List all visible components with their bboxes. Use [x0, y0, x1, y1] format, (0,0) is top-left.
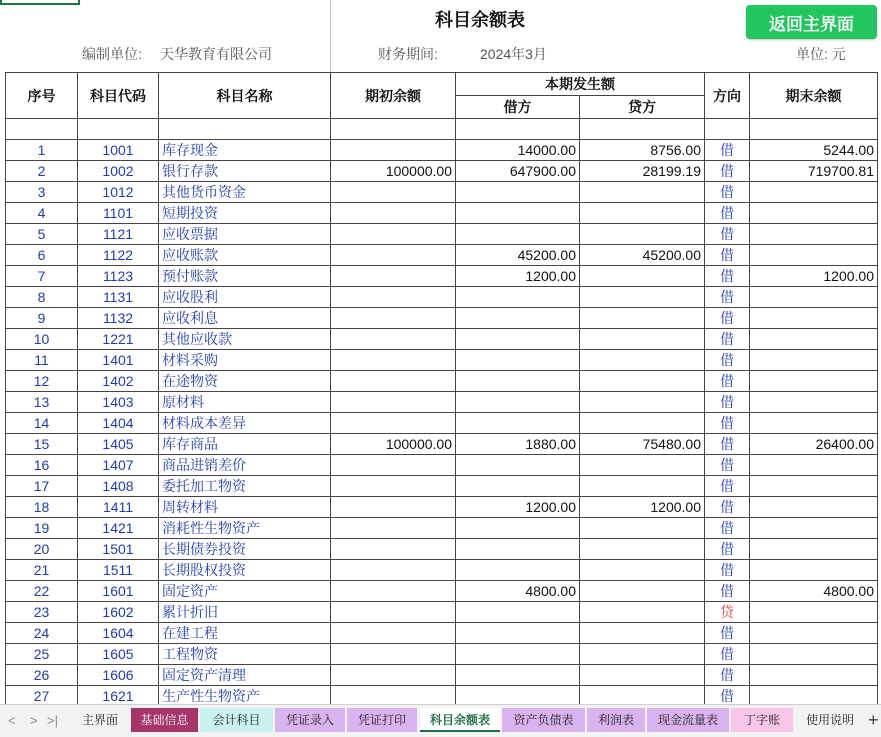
- row-opening-cell[interactable]: [331, 224, 456, 245]
- row-direction-cell[interactable]: 借: [705, 413, 750, 434]
- row-debit-cell[interactable]: [456, 455, 580, 476]
- row-credit-cell[interactable]: [580, 518, 705, 539]
- sheet-tab[interactable]: 利润表: [587, 708, 645, 732]
- header-credit: 贷方: [580, 96, 705, 119]
- row-closing-cell[interactable]: 719700.81: [750, 161, 878, 182]
- row-credit-cell[interactable]: [580, 287, 705, 308]
- row-no-cell[interactable]: 23: [6, 602, 78, 623]
- table-row: [6, 581, 878, 602]
- row-direction-cell[interactable]: 借: [705, 329, 750, 350]
- table-row: [6, 623, 878, 644]
- table-row: [6, 560, 878, 581]
- row-credit-cell[interactable]: [580, 392, 705, 413]
- row-credit-cell[interactable]: [580, 644, 705, 665]
- row-name-cell[interactable]: 银行存款: [159, 161, 331, 182]
- row-debit-cell[interactable]: [456, 665, 580, 686]
- sheet-tab[interactable]: 凭证录入: [275, 708, 345, 732]
- row-credit-cell[interactable]: [580, 665, 705, 686]
- row-code-cell[interactable]: 1604: [78, 623, 159, 644]
- row-code-cell[interactable]: 1401: [78, 350, 159, 371]
- row-code-cell[interactable]: 1123: [78, 266, 159, 287]
- row-code-cell[interactable]: 1421: [78, 518, 159, 539]
- row-credit-cell[interactable]: 45200.00: [580, 245, 705, 266]
- header-debit: 借方: [456, 96, 580, 119]
- table-row: [6, 644, 878, 665]
- row-opening-cell[interactable]: [331, 371, 456, 392]
- table-row: [6, 203, 878, 224]
- sheet-tab-bar: [0, 704, 881, 737]
- row-debit-cell[interactable]: [456, 413, 580, 434]
- row-name-cell[interactable]: 固定资产清理: [159, 665, 331, 686]
- row-credit-cell[interactable]: [580, 329, 705, 350]
- row-code-cell[interactable]: 1001: [78, 140, 159, 161]
- table-row: [6, 455, 878, 476]
- row-direction-cell[interactable]: 借: [705, 518, 750, 539]
- row-code-cell[interactable]: 1122: [78, 245, 159, 266]
- row-direction-cell[interactable]: 借: [705, 623, 750, 644]
- row-direction-cell[interactable]: 借: [705, 203, 750, 224]
- row-no-cell[interactable]: 11: [6, 350, 78, 371]
- table-row: [6, 539, 878, 560]
- row-credit-cell[interactable]: 1200.00: [580, 497, 705, 518]
- row-closing-cell[interactable]: 1200.00: [750, 266, 878, 287]
- row-name-cell[interactable]: 应收股利: [159, 287, 331, 308]
- row-opening-cell[interactable]: [331, 686, 456, 705]
- row-name-cell[interactable]: 应收票据: [159, 224, 331, 245]
- table-row: [6, 182, 878, 203]
- tab-next-icon[interactable]: >: [30, 713, 38, 728]
- row-debit-cell[interactable]: [456, 644, 580, 665]
- row-credit-cell[interactable]: [580, 266, 705, 287]
- row-opening-cell[interactable]: [331, 665, 456, 686]
- row-name-cell[interactable]: 其他应收款: [159, 329, 331, 350]
- row-debit-cell[interactable]: 1880.00: [456, 434, 580, 455]
- row-closing-cell[interactable]: [750, 686, 878, 705]
- row-closing-cell[interactable]: [750, 287, 878, 308]
- row-credit-cell[interactable]: 28199.19: [580, 161, 705, 182]
- unit-value: 天华教育有限公司: [160, 46, 272, 62]
- row-debit-cell[interactable]: [456, 329, 580, 350]
- tab-prev-icon[interactable]: <: [8, 713, 16, 728]
- row-opening-cell[interactable]: [331, 266, 456, 287]
- header-code: 科目代码: [78, 73, 159, 119]
- row-closing-cell[interactable]: [750, 203, 878, 224]
- row-closing-cell[interactable]: 26400.00: [750, 434, 878, 455]
- sheet-tab[interactable]: 使用说明: [795, 708, 865, 732]
- row-no-cell[interactable]: 26: [6, 665, 78, 686]
- row-closing-cell[interactable]: [750, 602, 878, 623]
- row-name-cell[interactable]: 其他货币资金: [159, 182, 331, 203]
- row-direction-cell[interactable]: 借: [705, 476, 750, 497]
- row-opening-cell[interactable]: [331, 350, 456, 371]
- row-opening-cell[interactable]: [331, 539, 456, 560]
- row-code-cell[interactable]: 1012: [78, 182, 159, 203]
- row-closing-cell[interactable]: [750, 644, 878, 665]
- row-no-cell[interactable]: 8: [6, 287, 78, 308]
- row-direction-cell[interactable]: 借: [705, 560, 750, 581]
- row-debit-cell[interactable]: 647900.00: [456, 161, 580, 182]
- sheet-tab[interactable]: 科目余额表: [420, 708, 500, 732]
- row-debit-cell[interactable]: [456, 371, 580, 392]
- row-opening-cell[interactable]: [331, 329, 456, 350]
- row-closing-cell[interactable]: [750, 392, 878, 413]
- table-row: [6, 413, 878, 434]
- row-no-cell[interactable]: 21: [6, 560, 78, 581]
- sheet-tab[interactable]: 基础信息: [131, 708, 198, 732]
- row-name-cell[interactable]: 原材料: [159, 392, 331, 413]
- table-row: [6, 287, 878, 308]
- row-direction-cell[interactable]: 借: [705, 497, 750, 518]
- row-no-cell[interactable]: 10: [6, 329, 78, 350]
- row-opening-cell[interactable]: 100000.00: [331, 434, 456, 455]
- row-closing-cell[interactable]: [750, 455, 878, 476]
- table-row: [6, 686, 878, 705]
- row-no-cell[interactable]: 15: [6, 434, 78, 455]
- row-no-cell[interactable]: 4: [6, 203, 78, 224]
- row-credit-cell[interactable]: [580, 182, 705, 203]
- row-direction-cell[interactable]: 借: [705, 161, 750, 182]
- row-closing-cell[interactable]: [750, 518, 878, 539]
- return-main-button[interactable]: 返回主界面: [746, 5, 877, 39]
- row-code-cell[interactable]: 1404: [78, 413, 159, 434]
- currency-unit: 单位: 元: [796, 46, 846, 62]
- row-name-cell[interactable]: 周转材料: [159, 497, 331, 518]
- row-opening-cell[interactable]: [331, 392, 456, 413]
- row-opening-cell[interactable]: [331, 560, 456, 581]
- period-value: 2024年3月: [480, 46, 547, 62]
- row-closing-cell[interactable]: 4800.00: [750, 581, 878, 602]
- row-opening-cell[interactable]: [331, 476, 456, 497]
- row-opening-cell[interactable]: [331, 413, 456, 434]
- row-name-cell[interactable]: 长期债券投资: [159, 539, 331, 560]
- row-debit-cell[interactable]: [456, 392, 580, 413]
- row-credit-cell[interactable]: [580, 539, 705, 560]
- row-no-cell[interactable]: 9: [6, 308, 78, 329]
- row-credit-cell[interactable]: 8756.00: [580, 140, 705, 161]
- row-no-cell[interactable]: 6: [6, 245, 78, 266]
- row-opening-cell[interactable]: [331, 308, 456, 329]
- row-debit-cell[interactable]: 1200.00: [456, 497, 580, 518]
- row-direction-cell[interactable]: 借: [705, 266, 750, 287]
- row-direction-cell[interactable]: 借: [705, 224, 750, 245]
- row-code-cell[interactable]: 1132: [78, 308, 159, 329]
- row-opening-cell[interactable]: [331, 518, 456, 539]
- row-credit-cell[interactable]: [580, 602, 705, 623]
- row-code-cell[interactable]: 1408: [78, 476, 159, 497]
- tab-last-icon[interactable]: >|: [47, 713, 58, 728]
- row-closing-cell[interactable]: 5244.00: [750, 140, 878, 161]
- row-debit-cell[interactable]: [456, 308, 580, 329]
- table-row: [6, 371, 878, 392]
- row-closing-cell[interactable]: [750, 308, 878, 329]
- row-closing-cell[interactable]: [750, 413, 878, 434]
- row-name-cell[interactable]: 材料成本差异: [159, 413, 331, 434]
- row-no-cell[interactable]: 13: [6, 392, 78, 413]
- row-no-cell[interactable]: 27: [6, 686, 78, 705]
- unit-label: 编制单位:: [82, 46, 142, 62]
- header-name: 科目名称: [159, 73, 331, 119]
- row-closing-cell[interactable]: [750, 245, 878, 266]
- row-direction-cell[interactable]: 借: [705, 665, 750, 686]
- row-closing-cell[interactable]: [750, 560, 878, 581]
- row-name-cell[interactable]: 委托加工物资: [159, 476, 331, 497]
- row-closing-cell[interactable]: [750, 497, 878, 518]
- row-no-cell[interactable]: 18: [6, 497, 78, 518]
- row-debit-cell[interactable]: [456, 476, 580, 497]
- row-no-cell[interactable]: 3: [6, 182, 78, 203]
- row-name-cell[interactable]: 应收账款: [159, 245, 331, 266]
- row-code-cell[interactable]: 1605: [78, 644, 159, 665]
- row-closing-cell[interactable]: [750, 539, 878, 560]
- divider: [330, 0, 331, 72]
- row-direction-cell[interactable]: 借: [705, 455, 750, 476]
- row-closing-cell[interactable]: [750, 623, 878, 644]
- row-direction-cell[interactable]: 借: [705, 308, 750, 329]
- row-name-cell[interactable]: 长期股权投资: [159, 560, 331, 581]
- row-opening-cell[interactable]: [331, 140, 456, 161]
- row-closing-cell[interactable]: [750, 350, 878, 371]
- row-debit-cell[interactable]: [456, 686, 580, 705]
- table-row: [6, 434, 878, 455]
- row-closing-cell[interactable]: [750, 665, 878, 686]
- row-debit-cell[interactable]: 4800.00: [456, 581, 580, 602]
- row-opening-cell[interactable]: [331, 245, 456, 266]
- row-direction-cell[interactable]: 借: [705, 350, 750, 371]
- row-code-cell[interactable]: 1606: [78, 665, 159, 686]
- row-credit-cell[interactable]: [580, 350, 705, 371]
- table-row: [6, 665, 878, 686]
- row-name-cell[interactable]: 工程物资: [159, 644, 331, 665]
- period-label: 财务期间:: [378, 46, 438, 62]
- row-credit-cell[interactable]: [580, 560, 705, 581]
- row-no-cell[interactable]: 1: [6, 140, 78, 161]
- row-closing-cell[interactable]: [750, 476, 878, 497]
- table-row: [6, 329, 878, 350]
- row-no-cell[interactable]: 24: [6, 623, 78, 644]
- row-opening-cell[interactable]: [331, 203, 456, 224]
- table-row: [6, 350, 878, 371]
- row-code-cell[interactable]: 1002: [78, 161, 159, 182]
- row-code-cell[interactable]: 1602: [78, 602, 159, 623]
- row-direction-cell[interactable]: 借: [705, 686, 750, 705]
- row-no-cell[interactable]: 2: [6, 161, 78, 182]
- row-debit-cell[interactable]: [456, 539, 580, 560]
- row-direction-cell[interactable]: 借: [705, 539, 750, 560]
- row-no-cell[interactable]: 25: [6, 644, 78, 665]
- row-credit-cell[interactable]: [580, 203, 705, 224]
- table-row: [6, 161, 878, 182]
- header-separator: [6, 119, 878, 140]
- row-debit-cell[interactable]: [456, 623, 580, 644]
- row-code-cell[interactable]: 1101: [78, 203, 159, 224]
- sheet-tab[interactable]: 主界面: [72, 708, 128, 732]
- table-row: [6, 476, 878, 497]
- row-debit-cell[interactable]: [456, 203, 580, 224]
- row-direction-cell[interactable]: 借: [705, 434, 750, 455]
- table-row: [6, 140, 878, 161]
- sheet-tab[interactable]: 凭证打印: [347, 708, 417, 732]
- row-code-cell[interactable]: 1601: [78, 581, 159, 602]
- row-code-cell[interactable]: 1221: [78, 329, 159, 350]
- row-debit-cell[interactable]: [456, 287, 580, 308]
- row-name-cell[interactable]: 短期投资: [159, 203, 331, 224]
- row-opening-cell[interactable]: [331, 182, 456, 203]
- row-closing-cell[interactable]: [750, 224, 878, 245]
- row-name-cell[interactable]: 预付账款: [159, 266, 331, 287]
- balance-table: [5, 72, 878, 704]
- row-code-cell[interactable]: 1511: [78, 560, 159, 581]
- row-name-cell[interactable]: 累计折旧: [159, 602, 331, 623]
- row-credit-cell[interactable]: [580, 476, 705, 497]
- table-row: [6, 224, 878, 245]
- row-debit-cell[interactable]: 14000.00: [456, 140, 580, 161]
- table-row: [6, 245, 878, 266]
- row-name-cell[interactable]: 生产性生物资产: [159, 686, 331, 705]
- table-row: [6, 602, 878, 623]
- row-name-cell[interactable]: 在途物资: [159, 371, 331, 392]
- row-name-cell[interactable]: 库存现金: [159, 140, 331, 161]
- row-no-cell[interactable]: 19: [6, 518, 78, 539]
- table-row: [6, 392, 878, 413]
- row-direction-cell[interactable]: 借: [705, 245, 750, 266]
- row-credit-cell[interactable]: [580, 623, 705, 644]
- row-code-cell[interactable]: 1402: [78, 371, 159, 392]
- row-code-cell[interactable]: 1121: [78, 224, 159, 245]
- row-closing-cell[interactable]: [750, 371, 878, 392]
- row-code-cell[interactable]: 1403: [78, 392, 159, 413]
- row-direction-cell[interactable]: 借: [705, 140, 750, 161]
- row-no-cell[interactable]: 20: [6, 539, 78, 560]
- row-debit-cell[interactable]: [456, 518, 580, 539]
- row-code-cell[interactable]: 1407: [78, 455, 159, 476]
- row-no-cell[interactable]: 16: [6, 455, 78, 476]
- row-debit-cell[interactable]: [456, 224, 580, 245]
- row-name-cell[interactable]: 消耗性生物资产: [159, 518, 331, 539]
- header-current: 本期发生额: [456, 73, 705, 96]
- row-credit-cell[interactable]: 75480.00: [580, 434, 705, 455]
- row-no-cell[interactable]: 5: [6, 224, 78, 245]
- row-name-cell[interactable]: 在建工程: [159, 623, 331, 644]
- row-name-cell[interactable]: 库存商品: [159, 434, 331, 455]
- row-code-cell[interactable]: 1411: [78, 497, 159, 518]
- row-debit-cell[interactable]: [456, 560, 580, 581]
- row-opening-cell[interactable]: [331, 623, 456, 644]
- row-credit-cell[interactable]: [580, 371, 705, 392]
- header-direction: 方向: [705, 73, 750, 119]
- row-opening-cell[interactable]: [331, 497, 456, 518]
- row-no-cell[interactable]: 14: [6, 413, 78, 434]
- row-name-cell[interactable]: 应收利息: [159, 308, 331, 329]
- row-credit-cell[interactable]: [580, 455, 705, 476]
- row-debit-cell[interactable]: [456, 602, 580, 623]
- row-no-cell[interactable]: 7: [6, 266, 78, 287]
- row-code-cell[interactable]: 1405: [78, 434, 159, 455]
- row-debit-cell[interactable]: [456, 182, 580, 203]
- report-title: 科目余额表: [435, 10, 525, 30]
- row-debit-cell[interactable]: 1200.00: [456, 266, 580, 287]
- row-code-cell[interactable]: 1501: [78, 539, 159, 560]
- row-code-cell[interactable]: 1621: [78, 686, 159, 705]
- row-closing-cell[interactable]: [750, 182, 878, 203]
- row-credit-cell[interactable]: [580, 308, 705, 329]
- row-credit-cell[interactable]: [580, 581, 705, 602]
- add-sheet-icon[interactable]: +: [868, 710, 879, 730]
- sheet-tab[interactable]: 资产负债表: [502, 708, 585, 732]
- row-name-cell[interactable]: 商品进销差价: [159, 455, 331, 476]
- row-opening-cell[interactable]: [331, 581, 456, 602]
- row-opening-cell[interactable]: 100000.00: [331, 161, 456, 182]
- row-debit-cell[interactable]: [456, 350, 580, 371]
- sheet-tab[interactable]: 现金流量表: [647, 708, 729, 732]
- row-direction-cell[interactable]: 借: [705, 581, 750, 602]
- row-direction-cell[interactable]: 借: [705, 182, 750, 203]
- row-direction-cell[interactable]: 借: [705, 371, 750, 392]
- row-no-cell[interactable]: 22: [6, 581, 78, 602]
- row-credit-cell[interactable]: [580, 686, 705, 705]
- table-row: [6, 518, 878, 539]
- header-no: 序号: [6, 73, 78, 119]
- row-code-cell[interactable]: 1131: [78, 287, 159, 308]
- row-opening-cell[interactable]: [331, 287, 456, 308]
- row-credit-cell[interactable]: [580, 224, 705, 245]
- row-direction-cell[interactable]: 借: [705, 644, 750, 665]
- row-opening-cell[interactable]: [331, 602, 456, 623]
- row-opening-cell[interactable]: [331, 455, 456, 476]
- header-closing: 期末余额: [750, 73, 878, 119]
- row-no-cell[interactable]: 17: [6, 476, 78, 497]
- table-row: [6, 266, 878, 287]
- row-opening-cell[interactable]: [331, 644, 456, 665]
- row-direction-cell[interactable]: 借: [705, 287, 750, 308]
- row-credit-cell[interactable]: [580, 413, 705, 434]
- row-name-cell[interactable]: 固定资产: [159, 581, 331, 602]
- row-debit-cell[interactable]: 45200.00: [456, 245, 580, 266]
- row-direction-cell[interactable]: 贷: [705, 602, 750, 623]
- table-row: [6, 308, 878, 329]
- header-opening: 期初余额: [331, 73, 456, 119]
- row-direction-cell[interactable]: 借: [705, 392, 750, 413]
- row-no-cell[interactable]: 12: [6, 371, 78, 392]
- sheet-tab[interactable]: 会计科目: [200, 708, 273, 732]
- row-name-cell[interactable]: 材料采购: [159, 350, 331, 371]
- selected-cell-marker: [0, 0, 80, 5]
- sheet-tab[interactable]: 丁字账: [731, 708, 793, 732]
- table-body: [6, 140, 878, 705]
- table-row: [6, 497, 878, 518]
- row-closing-cell[interactable]: [750, 329, 878, 350]
